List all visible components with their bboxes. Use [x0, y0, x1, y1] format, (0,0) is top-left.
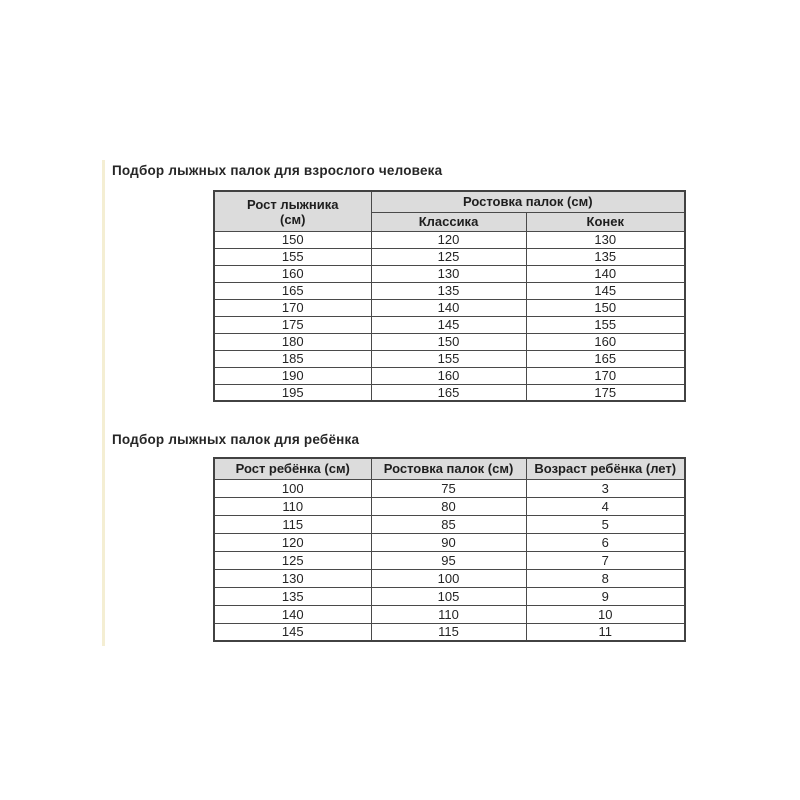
- table-cell: 8: [526, 569, 685, 587]
- table-cell: 100: [214, 479, 371, 497]
- table-cell: 115: [371, 623, 526, 641]
- child-table-row: [214, 569, 685, 587]
- adult-table-row: [214, 265, 685, 282]
- table-cell: 5: [526, 515, 685, 533]
- adult-table-body: [214, 231, 685, 401]
- child-table-row: [214, 479, 685, 497]
- table-cell: 140: [371, 299, 526, 316]
- table-cell: 105: [371, 587, 526, 605]
- table-cell: 100: [371, 569, 526, 587]
- child-table-container: [213, 457, 712, 642]
- table-cell: 130: [371, 265, 526, 282]
- adult-header-skate: Конек: [526, 212, 685, 231]
- content-area: [112, 161, 712, 642]
- table-cell: 130: [526, 231, 685, 248]
- table-cell: 125: [214, 551, 371, 569]
- child-table-row: [214, 515, 685, 533]
- table-cell: 150: [526, 299, 685, 316]
- adult-header-skier-height-label: Рост лыжника (см): [247, 197, 339, 228]
- child-table-row: [214, 533, 685, 551]
- table-cell: 155: [214, 248, 371, 265]
- adult-table-row: [214, 231, 685, 248]
- adult-ski-pole-table: [213, 190, 686, 402]
- table-cell: 75: [371, 479, 526, 497]
- adult-header-pole-length-group: Ростовка палок (см): [371, 191, 685, 212]
- table-cell: 195: [214, 384, 371, 401]
- table-cell: 155: [526, 316, 685, 333]
- table-cell: 7: [526, 551, 685, 569]
- table-cell: 185: [214, 350, 371, 367]
- table-cell: 4: [526, 497, 685, 515]
- table-cell: 11: [526, 623, 685, 641]
- child-table-row: [214, 623, 685, 641]
- table-cell: 165: [526, 350, 685, 367]
- child-header-pole-length: Ростовка палок (см): [371, 458, 526, 479]
- child-table-body: [214, 479, 685, 641]
- table-cell: 160: [526, 333, 685, 350]
- adult-header-skier-height: [214, 191, 371, 231]
- left-accent-line: [102, 160, 105, 646]
- child-table-row: [214, 605, 685, 623]
- adult-table-row: [214, 282, 685, 299]
- child-table-header: [214, 458, 685, 479]
- adult-table-row: [214, 248, 685, 265]
- adult-table-row: [214, 350, 685, 367]
- child-table-row: [214, 587, 685, 605]
- table-cell: 170: [214, 299, 371, 316]
- table-cell: 140: [214, 605, 371, 623]
- table-cell: 6: [526, 533, 685, 551]
- table-cell: 145: [526, 282, 685, 299]
- table-cell: 135: [526, 248, 685, 265]
- adult-table-row: [214, 316, 685, 333]
- table-cell: 110: [371, 605, 526, 623]
- table-cell: 165: [371, 384, 526, 401]
- table-cell: 115: [214, 515, 371, 533]
- adult-header-classic: Классика: [371, 212, 526, 231]
- table-cell: 160: [371, 367, 526, 384]
- table-cell: 9: [526, 587, 685, 605]
- adult-table-row: [214, 367, 685, 384]
- child-header-age: Возраст ребёнка (лет): [526, 458, 685, 479]
- table-cell: 180: [214, 333, 371, 350]
- adult-table-row: [214, 384, 685, 401]
- table-cell: 160: [214, 265, 371, 282]
- child-table-row: [214, 497, 685, 515]
- table-cell: 170: [526, 367, 685, 384]
- table-cell: 90: [371, 533, 526, 551]
- table-cell: 3: [526, 479, 685, 497]
- adult-table-container: [213, 190, 712, 402]
- table-cell: 135: [371, 282, 526, 299]
- table-cell: 145: [371, 316, 526, 333]
- adult-table-row: [214, 299, 685, 316]
- table-cell: 140: [526, 265, 685, 282]
- table-cell: 190: [214, 367, 371, 384]
- table-cell: 120: [214, 533, 371, 551]
- child-table-title: Подбор лыжных палок для ребёнка: [112, 432, 360, 447]
- table-cell: 175: [526, 384, 685, 401]
- adult-header-row-1: [214, 191, 685, 212]
- child-header-height: Рост ребёнка (см): [214, 458, 371, 479]
- table-cell: 135: [214, 587, 371, 605]
- table-cell: 85: [371, 515, 526, 533]
- table-cell: 80: [371, 497, 526, 515]
- child-header-row: [214, 458, 685, 479]
- adult-table-header: [214, 191, 685, 231]
- table-cell: 10: [526, 605, 685, 623]
- table-cell: 150: [371, 333, 526, 350]
- adult-table-title: Подбор лыжных палок для взрослого человека: [112, 163, 443, 178]
- table-cell: 95: [371, 551, 526, 569]
- child-table-row: [214, 551, 685, 569]
- table-cell: 120: [371, 231, 526, 248]
- table-cell: 150: [214, 231, 371, 248]
- table-cell: 155: [371, 350, 526, 367]
- table-cell: 175: [214, 316, 371, 333]
- table-cell: 125: [371, 248, 526, 265]
- table-cell: 130: [214, 569, 371, 587]
- child-ski-pole-table: [213, 457, 686, 642]
- table-cell: 110: [214, 497, 371, 515]
- adult-table-row: [214, 333, 685, 350]
- table-cell: 145: [214, 623, 371, 641]
- table-cell: 165: [214, 282, 371, 299]
